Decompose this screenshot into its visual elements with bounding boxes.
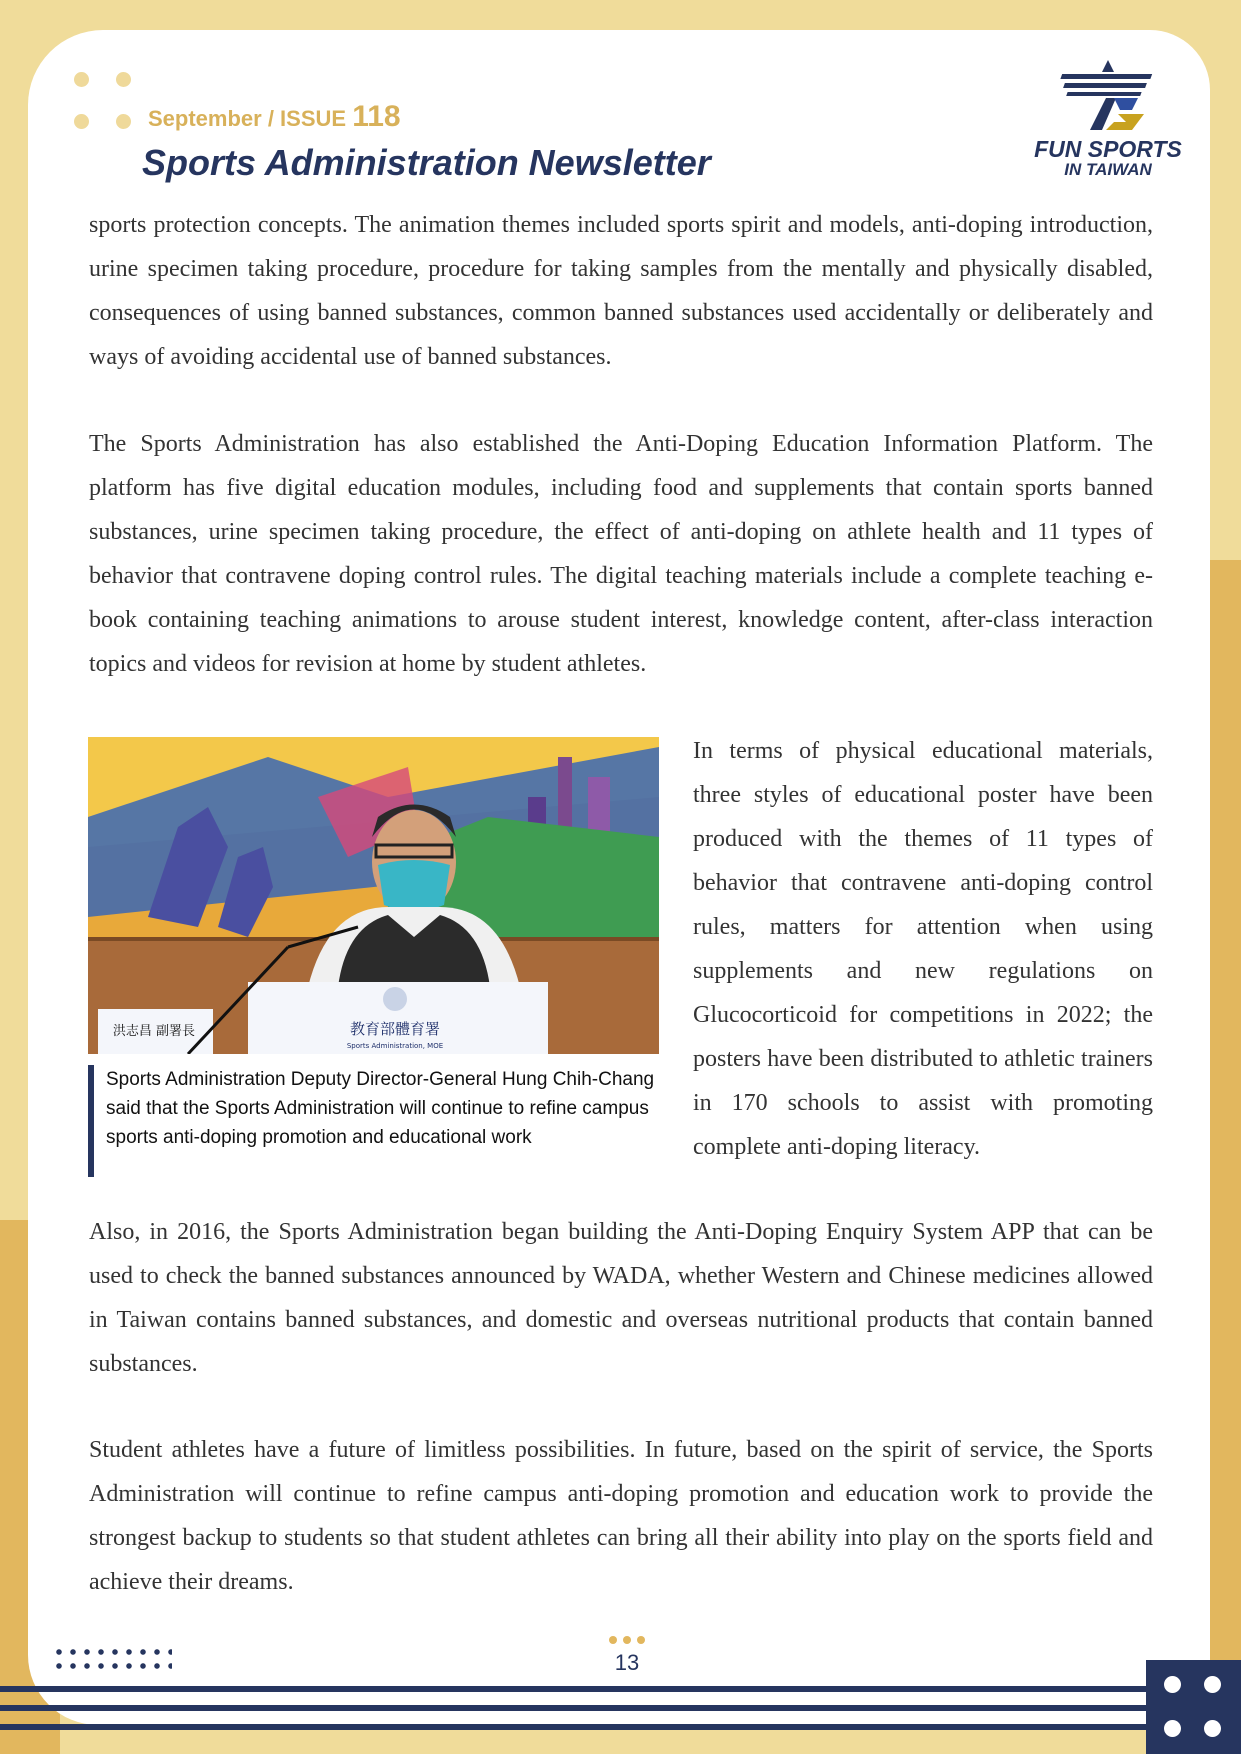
page-dot [623,1636,631,1644]
deputy-director-photo [88,737,659,1054]
nameplate-sub: Sports Administration, MOE [346,1042,444,1050]
issue-line [148,100,401,134]
corner-dot [1204,1676,1221,1693]
header-dot [74,114,89,129]
logo-text-fun-sports: FUN SPORTS [1034,136,1182,162]
paragraph-1: sports protection concepts. The animation themes included sports spirit and models, anti-doping introduction, urine specimen taking procedure, procedure for taking samples from the mentally and physically disabled, consequences of using banned substances, common banned substances used accidentally or deliberately and ways of avoiding accidental use of banned substances. [89,212,1153,370]
nameplate-left: 洪志昌 副署長 [112,1024,196,1039]
header-dot [116,114,131,129]
footer-stripe [0,1724,1241,1730]
logo-text-in-taiwan: IN TAIWAN [1064,160,1152,179]
paragraph-3: In terms of physical educational materials, three styles of educational poster have been produced with the themes of 11 types of behavior that contravene anti-doping control rules, matters for attention when using supplements and new regulations on Glucocorticoid for competitions in 2022; the posters have been distributed to athletic trainers in 170 schools to assist with promoting complete anti-doping literacy. [693,738,1153,1160]
paragraph-2: The Sports Administration has also established the Anti-Doping Education Information Platform. The platform has five digital education modules, including food and supplements that contain sports banned substances, urine specimen taking procedure, the effect of anti-doping on athlete health and 11 types of behavior that contravene doping control rules. The digital teaching materials include a complete teaching e-book containing teaching animations to arouse student interest, knowledge content, after-class interaction topics and videos for revision at home by student athletes. [89,431,1153,677]
paragraph-5: Student athletes have a future of limitless possibilities. In future, based on the spirit of service, the Sports Administration will continue to refine campus anti-doping promotion and education work to provide the strongest backup to students so that student athletes can bring all their ability into play on the sports field and achieve their dreams. [89,1437,1153,1595]
corner-dot [1164,1676,1181,1693]
header-dot [74,72,89,87]
issue-prefix: September / ISSUE [148,106,347,131]
footer-stripe [0,1705,1241,1711]
corner-dot [1204,1720,1221,1737]
issue-number: 118 [352,100,401,133]
page-dot [637,1636,645,1644]
header-dot [116,72,131,87]
corner-block [1146,1660,1241,1754]
paragraph-4: Also, in 2016, the Sports Administration began building the Anti-Doping Enquiry System APP that can be used to check the banned substances announced by WADA, whether Western and Chinese medicines allowed in Taiwan contains banned substances, and domestic and overseas nutritional products that contain banned substances. [89,1219,1153,1377]
corner-dot [1164,1720,1181,1737]
newsletter-title: Sports Administration Newsletter [142,142,711,183]
caption-accent-bar [88,1065,94,1177]
footer-dot-pattern [52,1645,172,1675]
nameplate-main: 教育部體育署 [349,1020,441,1038]
page-number: 13 [614,1650,640,1675]
page-dot [609,1636,617,1644]
photo-caption: Sports Administration Deputy Director-General Hung Chih-Chang said that the Sports Administration will continue to refine campus sports anti-doping promotion and educational work [106,1069,655,1148]
footer-stripe [0,1686,1241,1692]
